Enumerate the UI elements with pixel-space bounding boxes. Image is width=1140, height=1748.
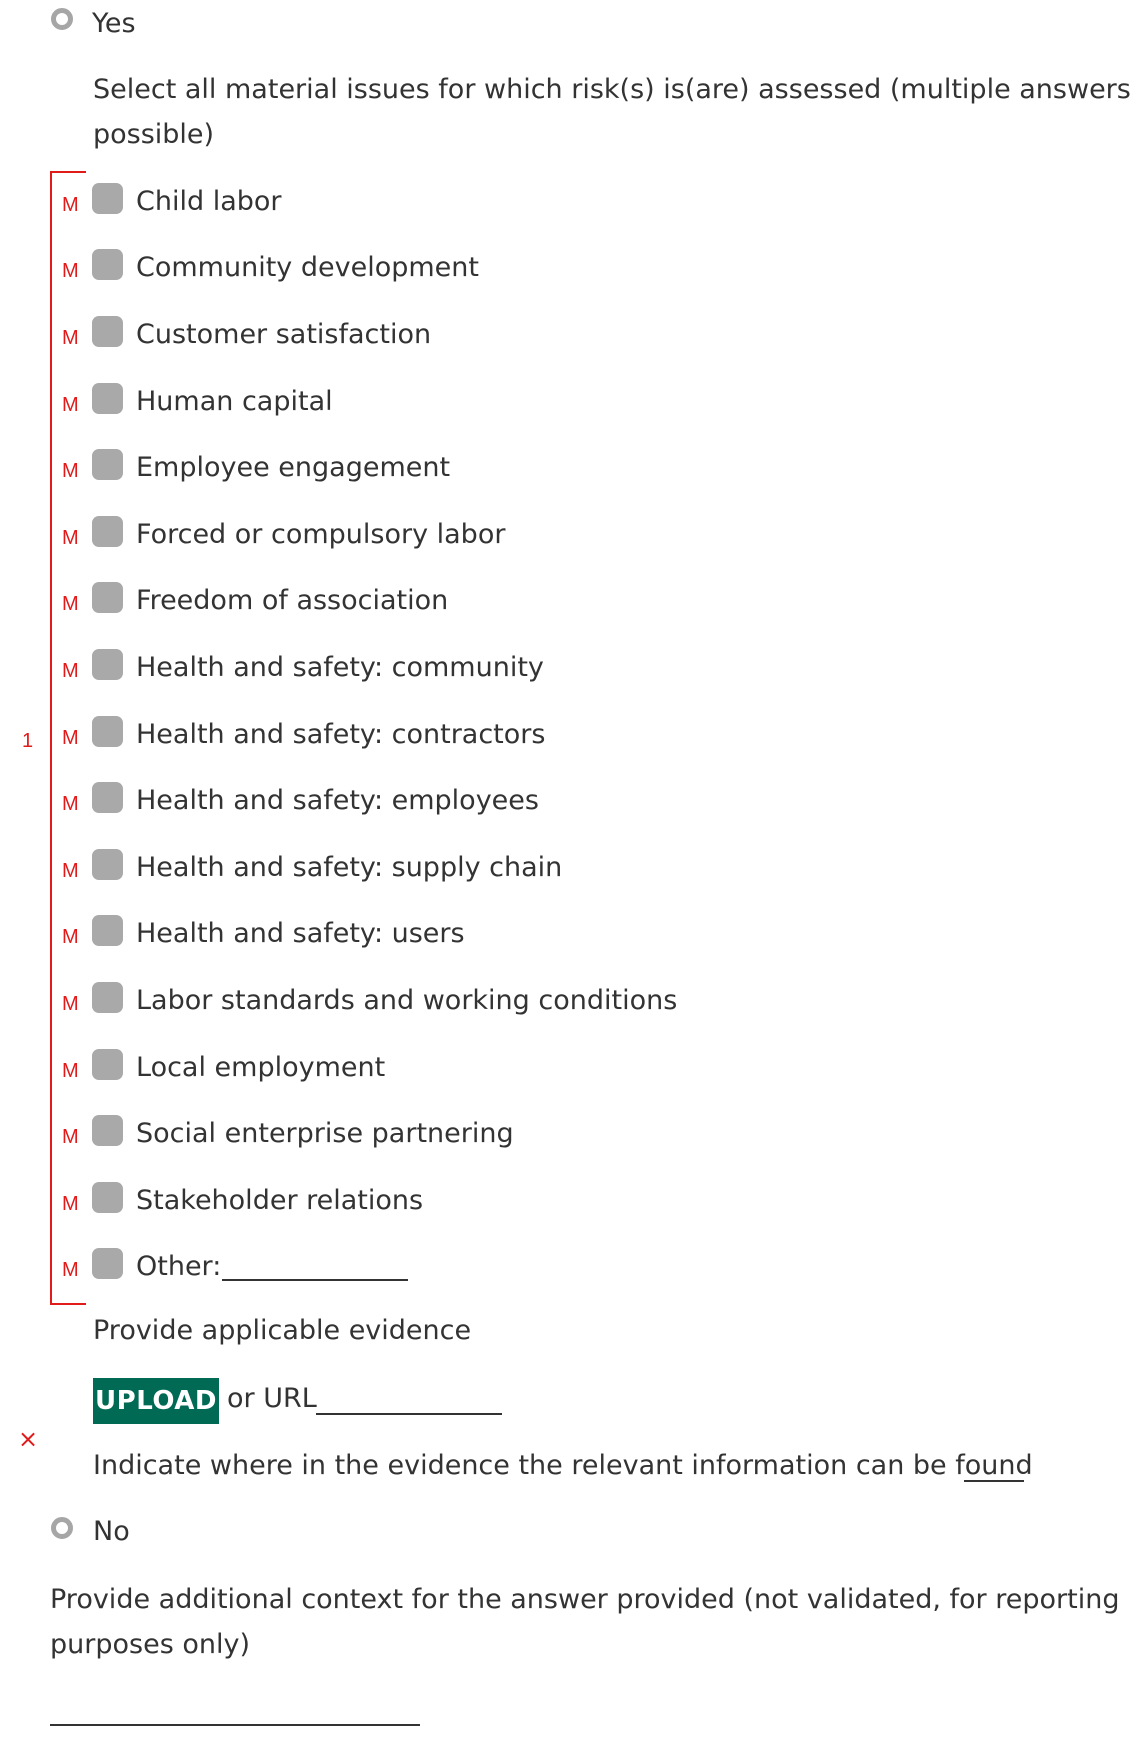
- issue-label: Social enterprise partnering: [136, 1118, 514, 1149]
- no-label: No: [93, 1516, 130, 1547]
- mandatory-marker: M: [62, 1193, 79, 1215]
- list-item: [0, 982, 900, 1022]
- checkbox[interactable]: [92, 316, 123, 347]
- mandatory-marker: M: [62, 327, 79, 349]
- checkbox[interactable]: [92, 915, 123, 946]
- mandatory-marker: M: [62, 660, 79, 682]
- instruction-line-2: possible): [93, 119, 215, 150]
- issue-label: Freedom of association: [136, 585, 449, 616]
- location-label: Indicate where in the evidence the relevant information can be found: [93, 1450, 1033, 1481]
- issue-label: Other:: [136, 1251, 222, 1282]
- url-input[interactable]: [316, 1411, 502, 1415]
- list-item: [0, 383, 900, 423]
- mandatory-marker: M: [62, 194, 79, 216]
- issue-label: Health and safety: employees: [136, 785, 539, 816]
- context-input[interactable]: [50, 1722, 420, 1726]
- checkbox[interactable]: [92, 1115, 123, 1146]
- mandatory-marker: M: [62, 394, 79, 416]
- error-icon: ×: [18, 1425, 39, 1453]
- list-item: [0, 249, 900, 289]
- issue-label: Health and safety: supply chain: [136, 852, 563, 883]
- issue-label: Human capital: [136, 386, 333, 417]
- checkbox[interactable]: [92, 982, 123, 1013]
- list-item: [0, 716, 900, 756]
- evidence-label: Provide applicable evidence: [93, 1315, 472, 1346]
- list-item: [0, 582, 900, 622]
- checkbox[interactable]: [92, 782, 123, 813]
- issue-label: Health and safety: community: [136, 652, 544, 683]
- list-item: [0, 1049, 900, 1089]
- url-label: or URL: [227, 1383, 317, 1414]
- list-item: [0, 1248, 900, 1288]
- checkbox[interactable]: [92, 183, 123, 214]
- mandatory-marker: M: [62, 926, 79, 948]
- mandatory-marker: M: [62, 460, 79, 482]
- list-item: [0, 316, 900, 356]
- issue-label: Child labor: [136, 186, 282, 217]
- list-item: [0, 183, 900, 223]
- mandatory-marker: M: [62, 993, 79, 1015]
- list-item: [0, 449, 900, 489]
- checkbox[interactable]: [92, 449, 123, 480]
- context-line-2: purposes only): [50, 1629, 250, 1660]
- list-item: [0, 849, 900, 889]
- issue-label: Community development: [136, 252, 479, 283]
- mandatory-marker: M: [62, 860, 79, 882]
- mandatory-marker: M: [62, 727, 79, 749]
- list-item: [0, 649, 900, 689]
- mandatory-marker: M: [62, 527, 79, 549]
- yes-label: Yes: [92, 8, 136, 39]
- instruction-line-1: Select all material issues for which risk(s) is(are) assessed (multiple answers: [93, 74, 1131, 105]
- mandatory-marker: M: [62, 593, 79, 615]
- mandatory-marker: M: [62, 260, 79, 282]
- checkbox[interactable]: [92, 582, 123, 613]
- checkbox[interactable]: [92, 516, 123, 547]
- checkbox[interactable]: [92, 1049, 123, 1080]
- checkbox[interactable]: [92, 1248, 123, 1279]
- other-input[interactable]: [222, 1277, 408, 1281]
- line-number: 1: [22, 730, 34, 752]
- checkbox[interactable]: [92, 849, 123, 880]
- mandatory-marker: M: [62, 1060, 79, 1082]
- issue-label: Labor standards and working conditions: [136, 985, 678, 1016]
- mandatory-marker: M: [62, 1259, 79, 1281]
- checkbox[interactable]: [92, 649, 123, 680]
- upload-button[interactable]: UPLOAD: [93, 1378, 219, 1424]
- checkbox[interactable]: [92, 716, 123, 747]
- issue-label: Customer satisfaction: [136, 319, 432, 350]
- checkbox[interactable]: [92, 1182, 123, 1213]
- checkbox[interactable]: [92, 249, 123, 280]
- context-line-1: Provide additional context for the answer provided (not validated, for reporting: [50, 1584, 1120, 1615]
- list-item: [0, 915, 900, 955]
- list-item: [0, 1182, 900, 1222]
- mandatory-marker: M: [62, 793, 79, 815]
- issue-label: Health and safety: users: [136, 918, 465, 949]
- list-item: [0, 1115, 900, 1155]
- issue-label: Stakeholder relations: [136, 1185, 424, 1216]
- no-radio[interactable]: [51, 1517, 73, 1539]
- mandatory-marker: M: [62, 1126, 79, 1148]
- issue-label: Employee engagement: [136, 452, 451, 483]
- issue-label: Forced or compulsory labor: [136, 519, 506, 550]
- list-item: [0, 782, 900, 822]
- issue-label: Health and safety: contractors: [136, 719, 546, 750]
- checkbox[interactable]: [92, 383, 123, 414]
- issue-label: Local employment: [136, 1052, 386, 1083]
- location-input[interactable]: [964, 1478, 1024, 1482]
- list-item: [0, 516, 900, 556]
